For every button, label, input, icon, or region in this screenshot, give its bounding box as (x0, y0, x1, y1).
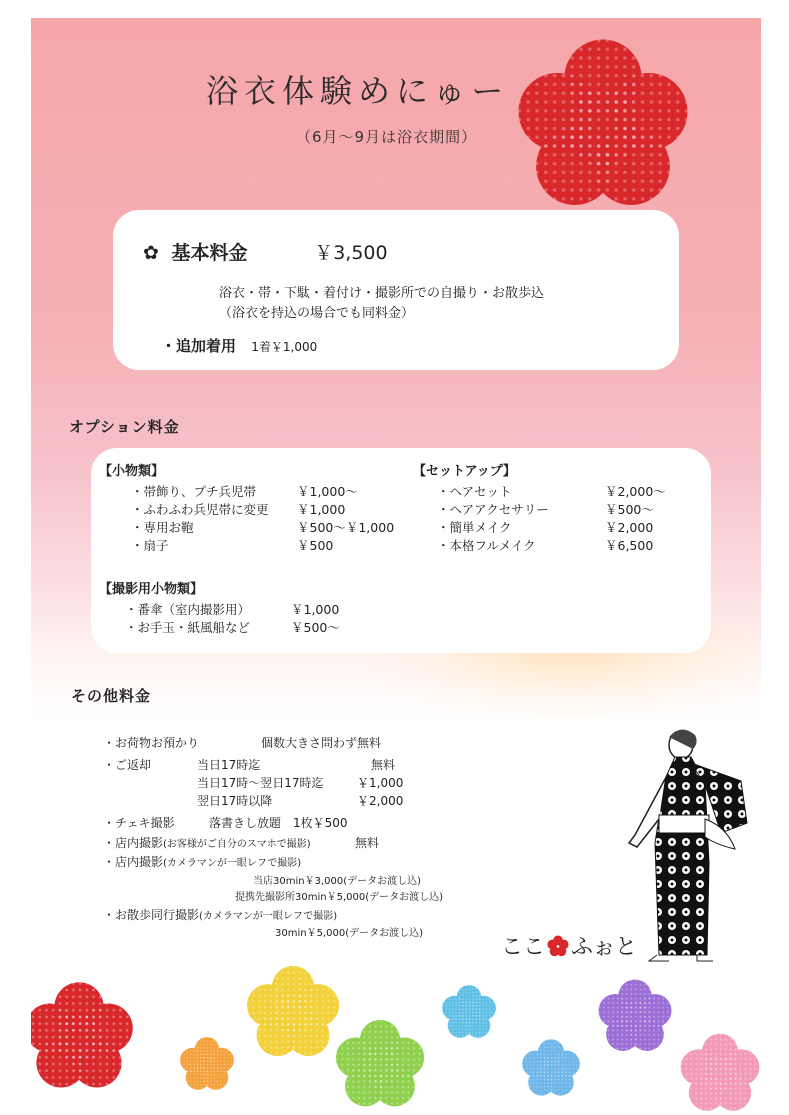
extra-wear-line (161, 335, 317, 356)
setup-list (437, 482, 707, 554)
blue-flower-icon (441, 984, 497, 1040)
list-item: ・お手玉・紙風船など ￥500〜 (125, 620, 340, 635)
list-item: ・扇子 ￥500 (131, 538, 334, 553)
walk-price: 30min￥5,000(データお渡し込) (275, 928, 424, 939)
instore-cam-price1: 当店30min￥3,000(データお渡し込) (253, 876, 422, 887)
kimono-woman-illustration (609, 723, 759, 963)
other-fees-heading: その他料金 (71, 687, 152, 705)
basic-detail-line1: 浴衣・帯・下駄・着付け・撮影所での自撮り・お散歩込 (219, 286, 545, 301)
options-card (91, 448, 711, 653)
cheki-label: ・チェキ撮影 (103, 816, 175, 830)
return-price-3: ￥2,000 (357, 794, 404, 808)
luggage-label: ・お荷物お預かり (103, 736, 200, 750)
sky-flower-icon (521, 1038, 581, 1098)
return-when-2: 当日17時〜翌日17時迄 (197, 776, 324, 790)
instore-self-value: 無料 (355, 836, 380, 850)
pink-flower-icon (679, 1032, 761, 1114)
list-item: ・専用お鞄 ￥500〜￥1,000 (131, 520, 395, 535)
return-price-2: ￥1,000 (357, 776, 404, 790)
large-red-flower-icon (515, 36, 691, 212)
page-title: 浴衣体験めにゅー (206, 72, 510, 110)
setup-title: 【セットアップ】 (413, 464, 516, 479)
return-when-1: 当日17時迄 (197, 758, 261, 772)
instore-self-label: ・店内撮影(お客様がご自分のスマホで撮影) (103, 836, 311, 850)
options-heading: オプション料金 (69, 418, 180, 436)
basic-price-value: ￥3,500 (314, 242, 388, 264)
list-item: ・番傘（室内撮影用） ￥1,000 (125, 602, 340, 617)
return-price-1: 無料 (371, 758, 396, 772)
instore-cam-price2: 提携先撮影所30min￥5,000(データお渡し込) (235, 892, 444, 903)
photo-props-list (125, 600, 425, 636)
list-item: ・ふわふわ兵児帯に変更 ￥1,000 (131, 502, 346, 517)
luggage-value: 個数大きさ問わず無料 (261, 736, 382, 750)
basic-price-line (143, 238, 388, 265)
photo-props-title: 【撮影用小物類】 (99, 582, 204, 597)
return-label: ・ご返却 (103, 758, 152, 772)
instore-cam-label: ・店内撮影(カメラマンが一眼レフで撮影) (103, 855, 302, 869)
extra-wear-price: 1着￥1,000 (251, 340, 318, 354)
basic-price-label: 基本料金 (171, 242, 248, 264)
cheki-value: 落書きし放題 1枚￥500 (209, 816, 348, 830)
list-item: ・ヘアアクセサリー ￥500〜 (437, 502, 654, 517)
walk-label: ・お散歩同行撮影(カメラマンが一眼レフで撮影) (103, 908, 338, 922)
purple-flower-icon (597, 978, 673, 1054)
red-flower-icon (31, 980, 135, 1092)
yellow-flower-icon (245, 964, 341, 1060)
flower-mark-icon: ✿ (143, 242, 159, 264)
basic-price-card (113, 210, 679, 370)
list-item: ・ヘアセット ￥2,000〜 (437, 484, 666, 499)
orange-flower-icon (179, 1036, 235, 1092)
brand-left-text: ここ (501, 935, 546, 960)
brand-logo (501, 930, 637, 961)
komono-list (131, 482, 431, 554)
extra-wear-label: ・追加着用 (161, 337, 237, 355)
plum-flower-icon (547, 935, 569, 957)
basic-price-detail (219, 284, 544, 324)
return-when-3: 翌日17時以降 (197, 794, 273, 808)
basic-detail-line2: （浴衣を持込の場合でも同料金） (219, 306, 415, 321)
other-fees-list (103, 734, 503, 944)
komono-title: 【小物類】 (99, 464, 165, 479)
brand-right-text: ふぉと (571, 935, 638, 960)
list-item: ・帯飾り、プチ兵児帯 ￥1,000〜 (131, 484, 358, 499)
page-subtitle: （6月〜9月は浴衣期間） (296, 128, 478, 146)
menu-page (31, 18, 761, 1115)
list-item: ・本格フルメイク ￥6,500 (437, 538, 654, 553)
list-item: ・簡単メイク ￥2,000 (437, 520, 654, 535)
green-flower-icon (334, 1018, 426, 1110)
